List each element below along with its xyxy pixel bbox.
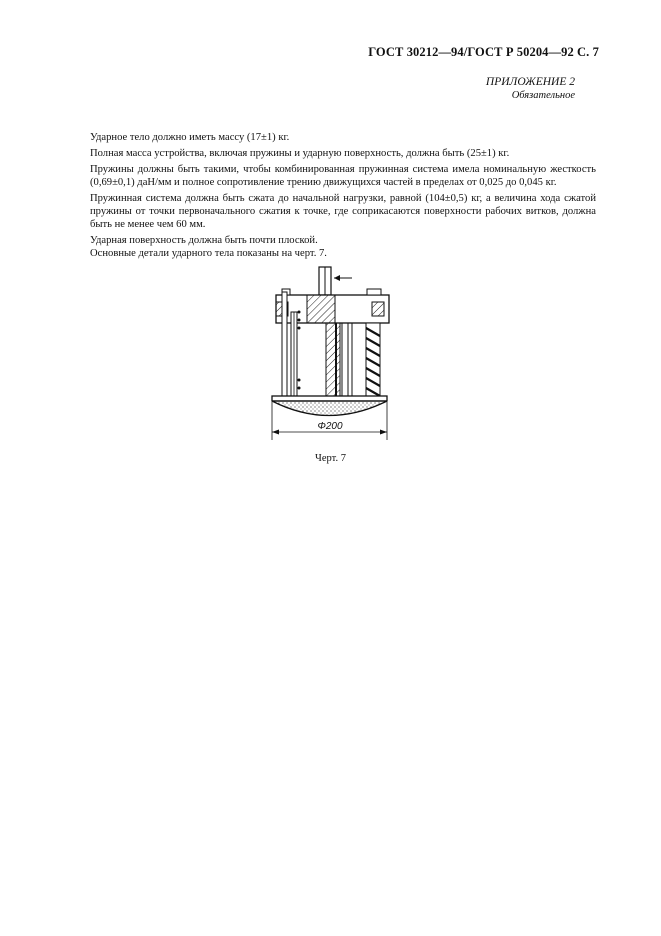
- appendix-title: ПРИЛОЖЕНИЕ 2: [485, 76, 575, 88]
- paragraph-details: Основные детали ударного тела показаны на черт. 7.: [90, 248, 327, 259]
- document-header: ГОСТ 30212—94/ГОСТ Р 50204—92 С. 7: [368, 45, 599, 59]
- paragraph-compression: Пружинная система должна быть сжата до начальной нагрузки, равной (104±0,5) кг, а величина хода сжатой пружины от точки первоначального сжатия к точке, где соприкасаются поверхности рабочих витков, должна быть не менее чем 60 мм.: [90, 193, 596, 230]
- top-rod: [319, 267, 352, 295]
- paragraph-mass: Ударное тело должно иметь массу (17±1) кг.: [90, 132, 290, 143]
- figure-caption: Черт. 7: [315, 453, 346, 464]
- impact-plate: [272, 396, 387, 416]
- central-column: [326, 323, 352, 396]
- appendix-block: [486, 76, 575, 102]
- body-text: [90, 131, 596, 260]
- impact-body-drawing: [262, 262, 392, 442]
- diameter-label: Φ200: [317, 421, 343, 432]
- appendix-status: Обязательное: [511, 90, 575, 101]
- right-spring: [366, 323, 380, 396]
- paragraph-springs: Пружины должны быть такими, чтобы комбинированная пружинная система имела номинальную жесткость (0,69±0,1) даН/мм и полное сопротивление трению движущихся частей в пределах от 0,025 до 0,045 кг.: [90, 164, 596, 188]
- paragraph-total-mass: Полная масса устройства, включая пружины и ударную поверхность, должна быть (25±1) кг.: [90, 148, 510, 159]
- paragraph-surface: Ударная поверхность должна быть почти плоской.: [90, 235, 318, 246]
